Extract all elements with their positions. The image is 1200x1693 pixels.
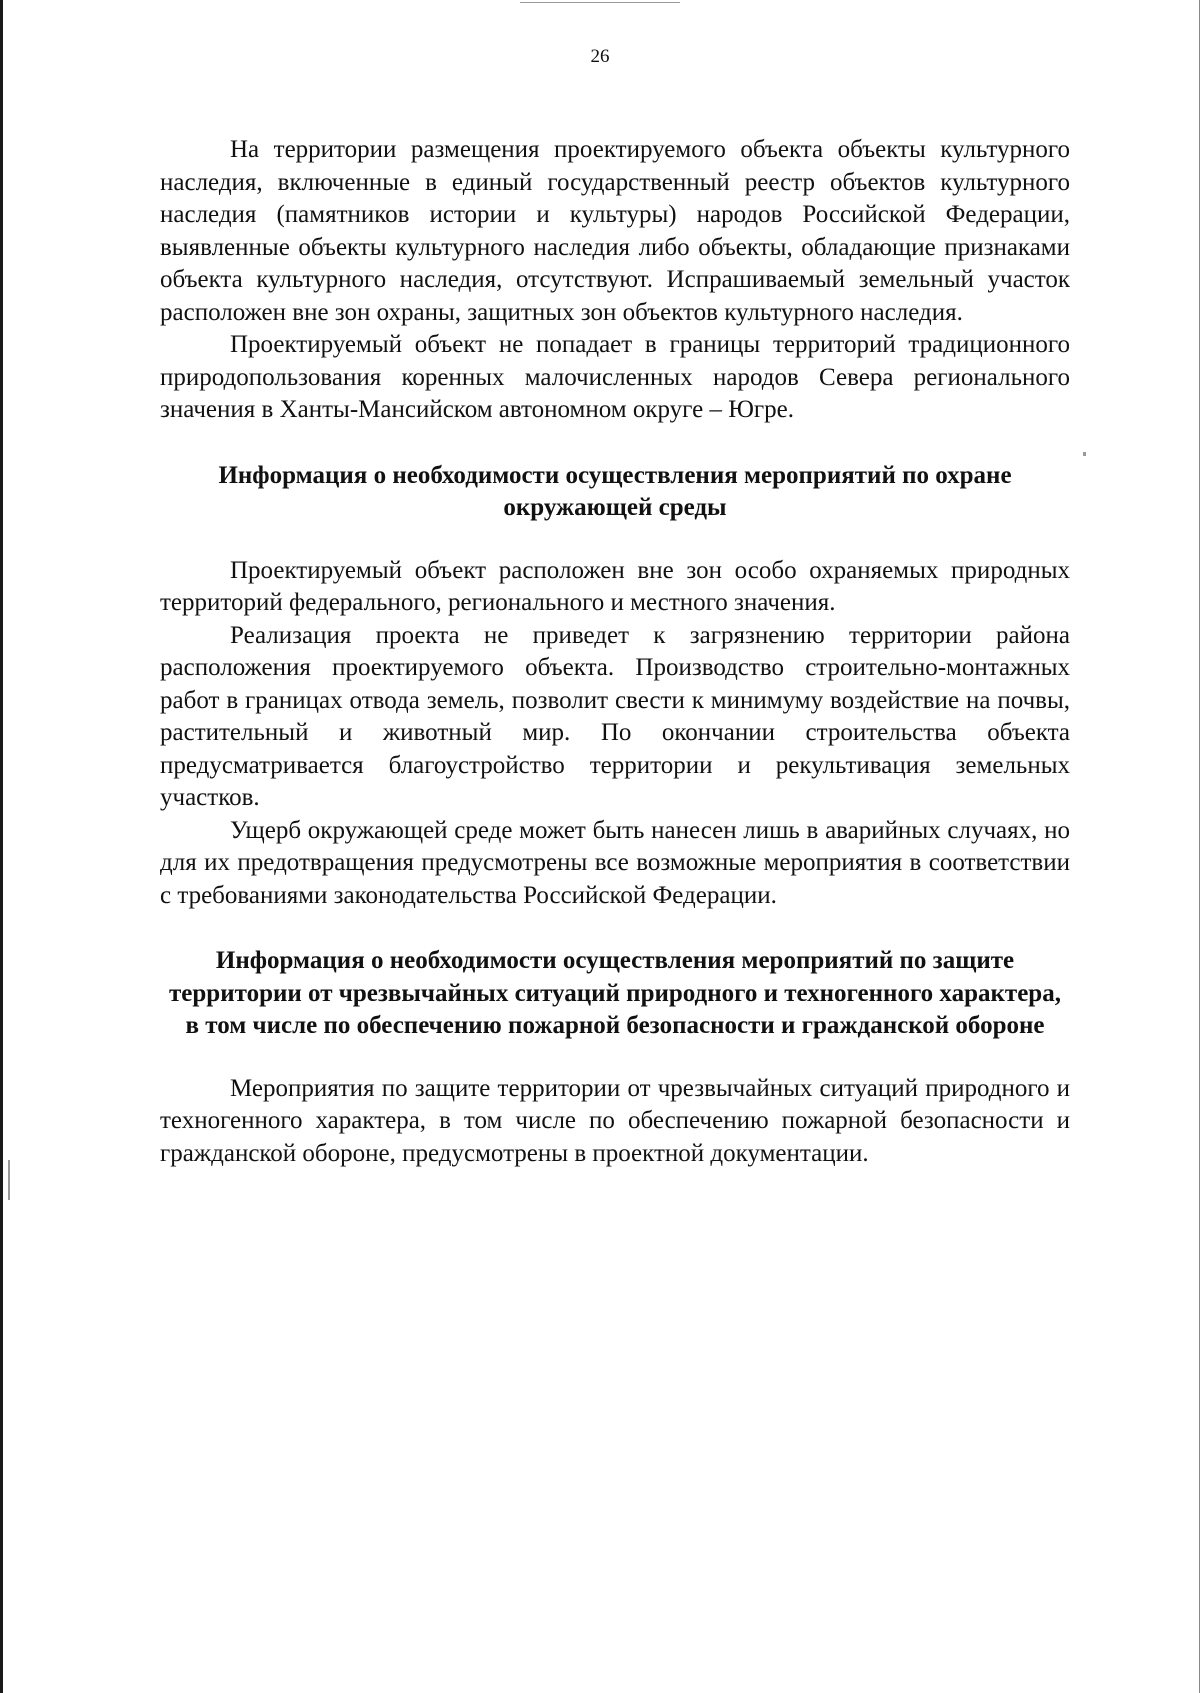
page-number: 26 <box>590 46 610 67</box>
paragraph-cultural-heritage: На территории размещения проектируемого объекта объекты культурного наследия, включенные в единый государственный реестр объектов культурного наследия (памятников истории и культуры) народов Российской Федерации, выявленные объекты культурного наследия либо объекты, обладающие признаками объекта культурного наследия, отсутствуют. Испрашиваемый земельный участок расположен вне зон охраны, защитных зон объектов культурного наследия. <box>160 136 1070 326</box>
heading-environment-protection: Информация о необходимости осуществления мероприятий по охране окружающей среды <box>218 461 1012 521</box>
document-body <box>160 134 1070 1170</box>
scan-edge-left <box>0 0 3 1693</box>
paragraph-emergency-measures: Мероприятия по защите территории от чрезвычайных ситуаций природного и техногенного характера, в том числе по обеспечению пожарной безопасности и гражданской обороне, предусмотрены в проектной документации. <box>160 1074 1070 1167</box>
paragraph-environmental-damage: Ущерб окружающей среде может быть нанесен лишь в аварийных случаях, но для их предотвращения предусмотрены все возможные мероприятия в соответствии с требованиями законодательства Российской Федерации. <box>160 816 1070 909</box>
scan-speck <box>1083 452 1086 456</box>
paragraph-protected-areas: Проектируемый объект расположен вне зон особо охраняемых природных территорий федерального, регионального и местного значения. <box>160 556 1070 616</box>
scan-speck <box>8 1160 10 1200</box>
paragraph-project-implementation: Реализация проекта не приведет к загрязнению территории района расположения проектируемого объекта. Производство строительно-монтажных работ в границах отвода земель, позволит свести к минимуму воздействие на почвы, растительный и животный мир. По окончании строительства объекта предусматривается благоустройство территории и рекультивация земельных участков. <box>160 621 1070 811</box>
heading-emergency-protection: Информация о необходимости осуществления мероприятий по защите территории от чрезвычайных ситуаций природного и техногенного характера, в том числе по обеспечению пожарной безопасности и гражданской обороне <box>169 947 1061 1039</box>
paragraph-traditional-land-use: Проектируемый объект не попадает в границы территорий традиционного природопользования коренных малочисленных народов Севера регионального значения в Ханты-Мансийском автономном округе – Югре. <box>160 331 1070 423</box>
scan-speck <box>520 2 680 3</box>
